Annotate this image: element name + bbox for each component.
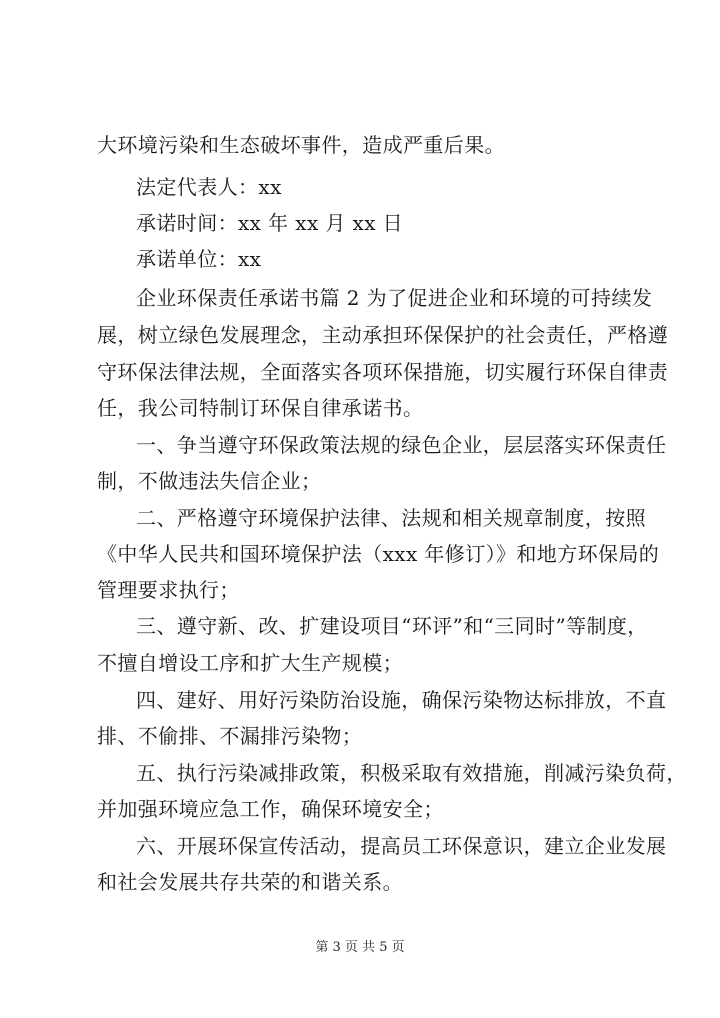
text-line: 管理要求执行； [97,578,240,602]
text-line: 一、争当遵守环保政策法规的绿色企业，层层落实环保责任 [136,433,667,457]
text-line: 承诺单位：xx [136,247,262,271]
text-line: 不擅自增设工序和扩大生产规模； [97,651,403,675]
text-line: 和社会发展共存共荣的和谐关系。 [97,870,403,894]
text-line: 五、执行污染减排政策，积极采取有效措施，削减污染负荷， [136,761,687,785]
text-line: 三、遵守新、改、扩建设项目“环评”和“三同时”等制度， [136,614,648,638]
text-line: 六、开展环保宣传活动，提高员工环保意识，建立企业发展 [136,834,667,858]
text-line: 承诺时间：xx 年 xx 月 xx 日 [136,211,404,235]
text-line: 大环境污染和生态破坏事件，造成严重后果。 [97,133,505,157]
text-line: 任，我公司特制订环保自律承诺书。 [97,396,424,420]
text-line: 《中华人民共和国环境保护法（xxx 年修订）》和地方环保局的 [97,542,660,566]
text-line: 排、不偷排、不漏排污染物； [97,724,363,748]
text-line: 展，树立绿色发展理念，主动承担环保保护的社会责任，严格遵 [97,323,669,347]
text-line: 守环保法律法规，全面落实各项环保措施，切实履行环保自律责 [97,360,669,384]
text-line: 并加强环境应急工作，确保环境安全； [97,797,444,821]
text-line: 二、严格遵守环境保护法律、法规和相关规章制度，按照 [136,506,646,530]
text-line: 企业环保责任承诺书篇 2 为了促进企业和环境的可持续发 [136,286,653,310]
text-line: 法定代表人：xx [136,175,282,199]
text-line: 四、建好、用好污染防治设施，确保污染物达标排放，不直 [136,688,667,712]
text-line: 制，不做违法失信企业； [97,469,322,493]
page-number-footer: 第 3 页 共 5 页 [315,940,405,955]
